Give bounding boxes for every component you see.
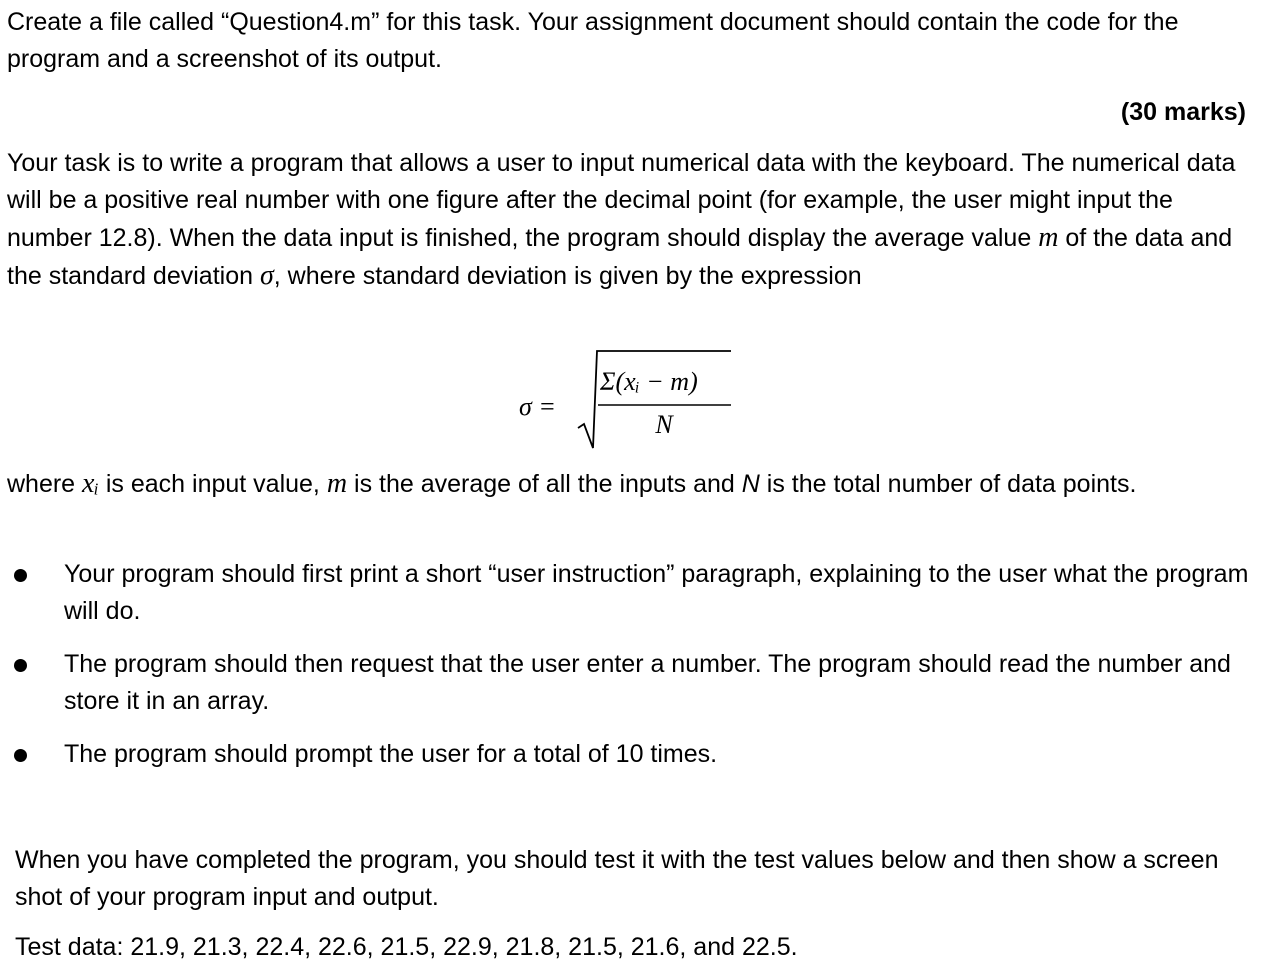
std-dev-formula <box>0 340 1274 455</box>
task-text-3: , where standard deviation is given by the expression <box>273 262 862 290</box>
task-paragraph <box>7 145 1262 295</box>
intro-paragraph: Create a file called “Question4.m” for this task. Your assignment document should contain the code for the program and a screenshot of its output. <box>7 8 1179 73</box>
test-data-line: Test data: 21.9, 21.3, 22.4, 22.6, 21.5, 22.9, 21.8, 21.5, 21.6, and 22.5. <box>15 933 798 961</box>
var-m: m <box>1038 222 1059 253</box>
bullet-dot-icon <box>14 659 27 672</box>
where-text-2: is each input value, <box>98 470 327 498</box>
marks-label: (30 marks) <box>1120 98 1246 126</box>
task-text-1: Your task is to write a program that allows a user to input numerical data with the keyboard. The numerical data will be a positive real number with one figure after the decimal point (for example, the user might input the number 12.8). When the data input is finished, the program should display the average value <box>7 149 1236 252</box>
bullet-text: The program should prompt the user for a total of 10 times. <box>64 740 718 768</box>
var-sigma: σ <box>259 260 274 291</box>
bullet-dot-icon <box>14 749 27 762</box>
formula-lhs: σ = <box>519 392 556 421</box>
bullet-text: Your program should first print a short “user instruction” paragraph, explaining to the user what the program will do. <box>64 560 1249 625</box>
var-m-2: m <box>326 468 348 499</box>
closing-paragraph: When you have completed the program, you should test it with the test values below and then show a screen shot of your program input and output. <box>15 846 1219 911</box>
where-text-1: where <box>7 470 83 498</box>
bullet-text: The program should then request that the user enter a number. The program should read the number and store it in an array. <box>64 650 1231 715</box>
task-text-2: of the data and the standard deviation <box>7 224 1233 290</box>
where-text-3: is the average of all the inputs and <box>347 470 742 498</box>
var-xi: xᵢ <box>82 468 99 499</box>
formula-denominator: N <box>655 410 673 439</box>
bullet-dot-icon <box>14 569 27 582</box>
var-N: N <box>741 470 760 498</box>
formula-numerator: Σ(xᵢ − m) <box>600 367 698 396</box>
where-paragraph <box>7 465 1262 503</box>
where-text-4: is the total number of data points. <box>759 470 1137 498</box>
